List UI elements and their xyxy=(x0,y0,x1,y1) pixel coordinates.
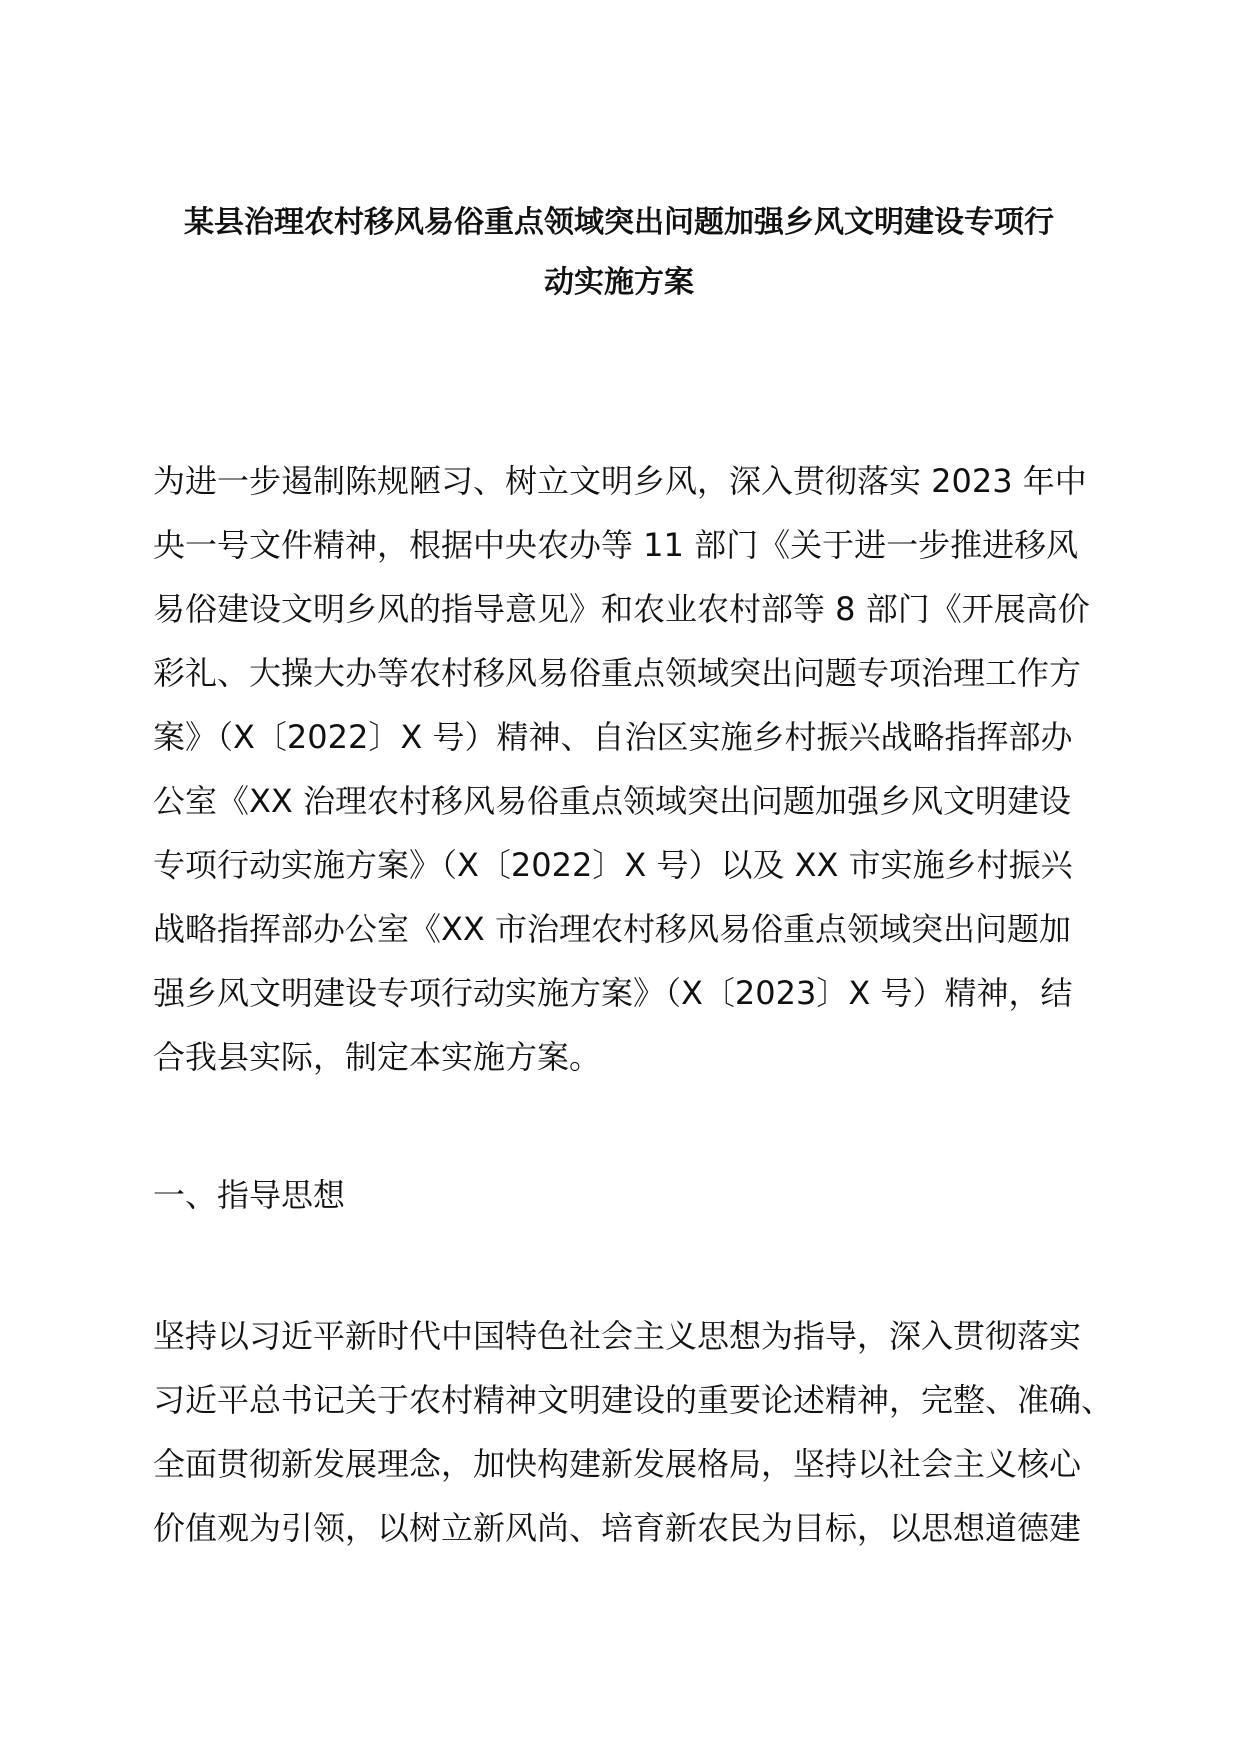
intro-line: 为进一步遏制陈规陋习、树立文明乡风，深入贯彻落实 2023 年中 xyxy=(153,462,1087,500)
section-heading-text: 一、指导思想 xyxy=(153,1176,346,1214)
section-line: 全面贯彻新发展理念，加快构建新发展格局，坚持以社会主义核心 xyxy=(153,1445,1082,1483)
intro-line: 易俗建设文明乡风的指导意见》和农业农村部等 8 部门《开展高价 xyxy=(153,590,1090,628)
title-line-1: 某县治理农村移风易俗重点领域突出问题加强乡风文明建设专项行 xyxy=(184,205,1054,240)
section-line: 习近平总书记关于农村精神文明建设的重要论述精神，完整、准确、 xyxy=(153,1381,1114,1419)
intro-line: 战略指挥部办公室《XX 市治理农村移风易俗重点领域突出问题加 xyxy=(153,910,1072,948)
intro-line: 专项行动实施方案》（X〔2022〕X 号）以及 XX 市实施乡村振兴 xyxy=(153,846,1073,884)
intro-line: 合我县实际，制定本实施方案。 xyxy=(153,1038,602,1076)
guiding-ideology-paragraph xyxy=(153,1304,1114,1560)
title-line-2: 动实施方案 xyxy=(544,265,694,300)
intro-paragraph xyxy=(153,449,1103,1089)
section-heading-guiding-ideology xyxy=(153,1163,1103,1227)
intro-line: 彩礼、大操大办等农村移风易俗重点领域突出问题专项治理工作方 xyxy=(153,654,1082,692)
intro-line: 案》（X〔2022〕X 号）精神、自治区实施乡村振兴战略指挥部办 xyxy=(153,718,1073,756)
document-title xyxy=(150,193,1088,313)
section-line: 坚持以习近平新时代中国特色社会主义思想为指导，深入贯彻落实 xyxy=(153,1317,1082,1355)
intro-line: 强乡风文明建设专项行动实施方案》（X〔2023〕X 号）精神，结 xyxy=(153,974,1073,1012)
section-line: 价值观为引领，以树立新风尚、培育新农民为目标，以思想道德建 xyxy=(153,1509,1082,1547)
intro-line: 公室《XX 治理农村移风易俗重点领域突出问题加强乡风文明建设 xyxy=(153,782,1072,820)
intro-line: 央一号文件精神，根据中央农办等 11 部门《关于进一步推进移风 xyxy=(153,526,1079,564)
